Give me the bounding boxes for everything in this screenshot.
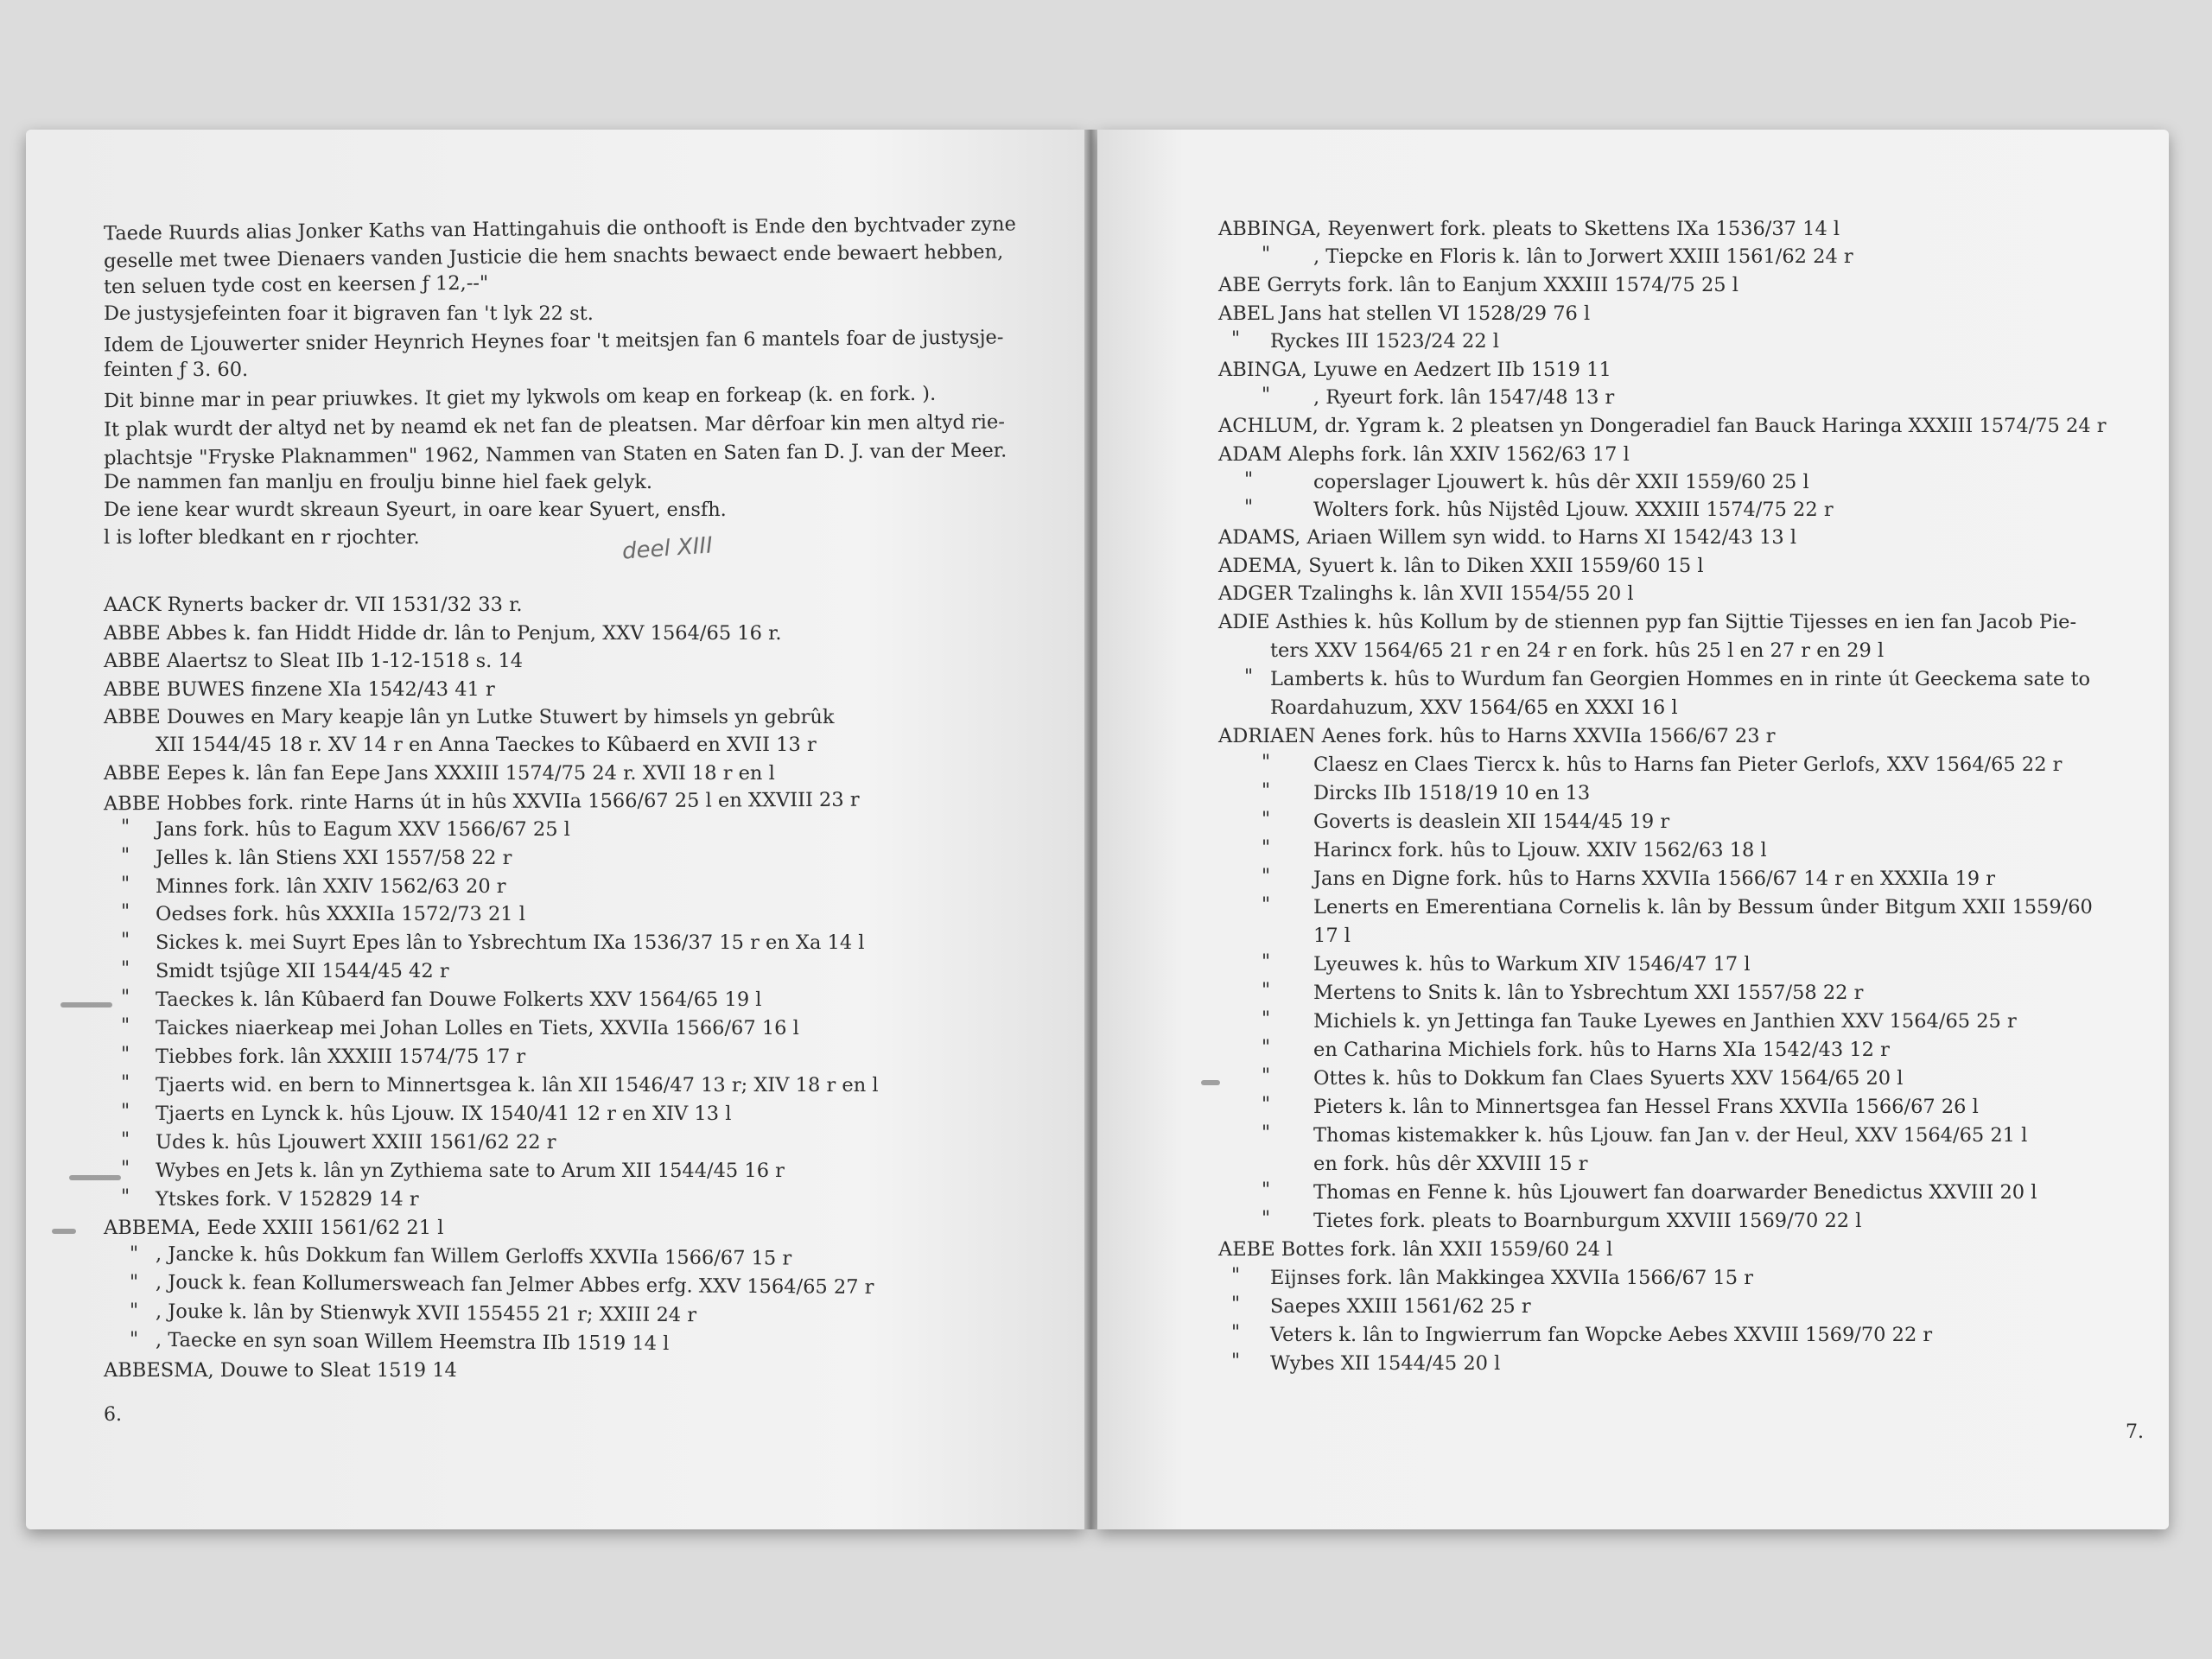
entry-line: Wybes en Jets k. lân yn Zythiema sate to Arum XII 1544/45 16 r [156,1160,785,1182]
entry-line: coperslager Ljouwert k. hûs dêr XXII 1559/60 25 l [1313,471,1809,493]
entry-line: en fork. hûs dêr XXVIII 15 r [1313,1153,1588,1175]
intro-line: l is lofter bledkant en r rjochter. [104,526,420,549]
ditto-mark: " [1262,951,1271,973]
entry-line: ABBE Alaertsz to Sleat IIb 1-12-1518 s. 14 [104,650,524,672]
ditto-mark: " [1262,980,1271,1001]
ditto-mark: " [121,930,130,951]
entry-line: Claesz en Claes Tiercx k. hûs to Harns fan Pieter Gerlofs, XXV 1564/65 22 r [1313,753,2063,776]
ditto-mark: " [130,1272,139,1294]
entry-line: Veters k. lân to Ingwierrum fan Wopcke Aebes XXVIII 1569/70 22 r [1270,1324,1933,1346]
intro-line: ten seluen tyde cost en keersen ƒ 12,--" [103,271,489,299]
intro-line: plachtsje "Fryske Plaknammen" 1962, Nammen van Staten en Saten fan D. J. van der Meer. [103,439,1007,470]
intro-line: De nammen fan manlju en froulju binne hiel faek gelyk. [104,471,653,493]
ditto-mark: " [1262,837,1271,859]
ditto-mark: " [1244,469,1254,491]
entry-line: Lamberts k. hûs to Wurdum fan Georgien Hommes en in rinte út Geeckema sate to [1270,668,2091,690]
entry-line: AEBE Bottes fork. lân XXII 1559/60 24 l [1218,1238,1613,1261]
ditto-mark: " [1262,780,1271,802]
entry-line: Jelles k. lân Stiens XXI 1557/58 22 r [156,847,512,869]
entry-line: , Jancke k. hûs Dokkum fan Willem Gerloffs XXVIIa 1566/67 15 r [155,1243,792,1270]
ditto-mark: " [130,1243,139,1265]
entry-line: Lenerts en Emerentiana Cornelis k. lân by Bessum ûnder Bitgum XXII 1559/60 [1313,896,2093,918]
pencil-mark [52,1229,76,1234]
ditto-mark: " [121,817,130,838]
ditto-mark: " [121,901,130,923]
entry-line: ABBE BUWES finzene XIa 1542/43 41 r [104,678,495,701]
intro-line: geselle met twee Dienaers vanden Justicie die hem snachts bewaect ende bewaert hebben, [103,240,1004,273]
entry-line: XII 1544/45 18 r. XV 14 r en Anna Taeckes to Kûbaerd en XVII 13 r [156,734,817,756]
ditto-mark: " [1231,1322,1241,1344]
entry-line: Dircks IIb 1518/19 10 en 13 [1313,782,1591,804]
ditto-mark: " [1262,894,1271,916]
entry-line: ADIE Asthies k. hûs Kollum by de stiennen pyp fan Sijttie Tijesses en ien fan Jacob Pie- [1218,611,2077,633]
entry-line: Jans en Digne fork. hûs to Harns XXVIIa 1566/67 14 r en XXXIIa 19 r [1313,868,1995,890]
page-number: 6. [104,1404,122,1426]
ditto-mark: " [1262,1037,1271,1058]
intro-line: De iene kear wurdt skreaun Syeurt, in oare kear Syuert, ensfh. [104,499,727,521]
entry-line: Tietes fork. pleats to Boarnburgum XXVIII 1569/70 22 l [1313,1210,1862,1232]
ditto-mark: " [121,874,130,895]
entry-line: Sickes k. mei Suyrt Epes lân to Ysbrechtum IXa 1536/37 15 r en Xa 14 l [156,931,865,954]
left-page [26,130,1084,1529]
entry-line: Michiels k. yn Jettinga fan Tauke Lyewes en Janthien XXV 1564/65 25 r [1313,1010,2017,1033]
ditto-mark: " [1262,1094,1271,1116]
entry-line: Ytskes fork. V 152829 14 r [156,1188,419,1211]
ditto-mark: " [1262,1122,1271,1144]
handwritten-note: deel XIII [621,532,714,565]
ditto-mark: " [1231,1351,1241,1372]
entry-line: ACHLUM, dr. Ygram k. 2 pleatsen yn Dongeradiel fan Bauck Haringa XXXIII 1574/75 24 r [1218,415,2107,437]
entry-line: Lyeuwes k. hûs to Warkum XIV 1546/47 17 l [1313,953,1751,976]
book-spine [1084,130,1097,1529]
entry-line: , Jouck k. fean Kollumersweach fan Jelmer Abbes erfg. XXV 1564/65 27 r [155,1271,874,1299]
ditto-mark: " [1262,752,1271,773]
entry-line: ters XXV 1564/65 21 r en 24 r en fork. hûs 25 l en 27 r en 29 l [1270,639,1885,662]
entry-line: ABBE Hobbes fork. rinte Harns út in hûs XXVIIa 1566/67 25 l en XXVIII 23 r [103,788,860,816]
ditto-mark: " [1262,1179,1271,1201]
ditto-mark: " [130,1329,139,1351]
right-page [1097,130,2169,1529]
entry-line: Tjaerts en Lynck k. hûs Ljouw. IX 1540/41 12 r en XIV 13 l [156,1103,732,1125]
pencil-mark [69,1175,121,1180]
entry-line: Goverts is deaslein XII 1544/45 19 r [1313,810,1670,833]
ditto-mark: " [1231,1294,1241,1315]
ditto-mark: " [121,1015,130,1037]
ditto-mark: " [1262,1008,1271,1030]
entry-line: AACK Rynerts backer dr. VII 1531/32 33 r. [104,594,523,616]
intro-line: Taede Ruurds alias Jonker Kaths van Hattingahuis die onthooft is Ende den bychtvader zyne [103,213,1016,245]
open-booklet [26,130,2169,1529]
entry-line: ADRIAEN Aenes fork. hûs to Harns XXVIIa 1566/67 23 r [1218,725,1776,747]
entry-line: ADEMA, Syuert k. lân to Diken XXII 1559/60 15 l [1218,555,1704,577]
entry-line: Taickes niaerkeap mei Johan Lolles en Tiets, XXVIIa 1566/67 16 l [156,1017,799,1039]
entry-line: ADGER Tzalinghs k. lân XVII 1554/55 20 l [1218,582,1634,605]
ditto-mark: " [121,1186,130,1208]
entry-line: Wybes XII 1544/45 20 l [1270,1352,1501,1375]
ditto-mark: " [121,1101,130,1122]
ditto-mark: " [121,845,130,867]
intro-line: Idem de Ljouwerter snider Heynrich Heynes foar 't meitsjen fan 6 mantels foar de justysje- [103,326,1004,357]
pencil-mark [60,1002,112,1007]
entry-line: en Catharina Michiels fork. hûs to Harns XIa 1542/43 12 r [1313,1039,1890,1061]
ditto-mark: " [1262,244,1271,265]
entry-line: ABINGA, Lyuwe en Aedzert IIb 1519 11 [1218,359,1611,381]
ditto-mark: " [1244,497,1254,518]
entry-line: , Tiepcke en Floris k. lân to Jorwert XXIII 1561/62 24 r [1313,245,1853,268]
ditto-mark: " [1262,809,1271,830]
entry-line: Roardahuzum, XXV 1564/65 en XXXI 16 l [1270,696,1678,719]
entry-line: Mertens to Snits k. lân to Ysbrechtum XXI 1557/58 22 r [1313,982,1864,1004]
entry-line: , Jouke k. lân by Stienwyk XVII 155455 21 r; XXIII 24 r [155,1300,697,1327]
ditto-mark: " [1262,1065,1271,1087]
ditto-mark: " [121,987,130,1008]
entry-line: ABBESMA, Douwe to Sleat 1519 14 [104,1359,457,1382]
ditto-mark: " [1262,385,1271,406]
entry-line: Wolters fork. hûs Nijstêd Ljouw. XXXIII 1574/75 22 r [1313,499,1834,521]
ditto-mark: " [1231,1265,1241,1287]
ditto-mark: " [121,958,130,980]
entry-line: ADAMS, Ariaen Willem syn widd. to Harns XI 1542/43 13 l [1218,526,1797,549]
entry-line: ABBE Douwes en Mary keapje lân yn Lutke Stuwert by himsels yn gebrûk [104,706,835,728]
entry-line: ABEL Jans hat stellen VI 1528/29 76 l [1218,302,1591,325]
entry-line: ABBE Eepes k. lân fan Eepe Jans XXXIII 1574/75 24 r. XVII 18 r en l [104,762,775,785]
entry-line: ABBINGA, Reyenwert fork. pleats to Skettens IXa 1536/37 14 l [1218,218,1840,240]
entry-line: Oedses fork. hûs XXXIIa 1572/73 21 l [156,903,525,925]
intro-line: feinten ƒ 3. 60. [104,359,249,381]
page-number: 7. [2126,1421,2144,1443]
pencil-mark [1201,1080,1220,1085]
entry-line: ABE Gerryts fork. lân to Eanjum XXXIII 1574/75 25 l [1218,274,1738,296]
entry-line: Tiebbes fork. lân XXXIII 1574/75 17 r [156,1046,526,1068]
entry-line: Tjaerts wid. en bern to Minnertsgea k. lân XII 1546/47 13 r; XIV 18 r en l [156,1074,879,1096]
ditto-mark: " [121,1044,130,1065]
ditto-mark: " [1244,666,1254,688]
ditto-mark: " [121,1072,130,1094]
entry-line: ABBE Abbes k. fan Hiddt Hidde dr. lân to Penjum, XXV 1564/65 16 r. [104,622,782,645]
entry-line: Minnes fork. lân XXIV 1562/63 20 r [156,875,506,898]
intro-line: It plak wurdt der altyd net by neamd ek net fan de pleatsen. Mar dêrfoar kin men altyd rie- [103,410,1005,442]
entry-line: Pieters k. lân to Minnertsgea fan Hessel Frans XXVIIa 1566/67 26 l [1313,1096,1979,1118]
ditto-mark: " [130,1300,139,1322]
ditto-mark: " [1262,1208,1271,1230]
entry-line: Eijnses fork. lân Makkingea XXVIIa 1566/67 15 r [1270,1267,1753,1289]
intro-line: De justysjefeinten foar it bigraven fan 't lyk 22 st. [104,302,594,325]
ditto-mark: " [1231,328,1241,350]
entry-line: Jans fork. hûs to Eagum XXV 1566/67 25 l [156,818,570,841]
entry-line: ADAM Alephs fork. lân XXIV 1562/63 17 l [1218,443,1630,466]
entry-line: , Ryeurt fork. lân 1547/48 13 r [1313,386,1615,409]
entry-line: Ryckes III 1523/24 22 l [1270,330,1499,353]
entry-line: Thomas en Fenne k. hûs Ljouwert fan doarwarder Benedictus XXVIII 20 l [1313,1181,2037,1204]
entry-line: Saepes XXIII 1561/62 25 r [1270,1295,1531,1318]
entry-line: Taeckes k. lân Kûbaerd fan Douwe Folkerts XXV 1564/65 19 l [156,988,762,1011]
entry-line: Thomas kistemakker k. hûs Ljouw. fan Jan v. der Heul, XXV 1564/65 21 l [1313,1124,2028,1147]
entry-line: Udes k. hûs Ljouwert XXIII 1561/62 22 r [156,1131,556,1154]
entry-line: , Taecke en syn soan Willem Heemstra IIb 1519 14 l [155,1328,670,1356]
ditto-mark: " [121,1129,130,1151]
entry-line: 17 l [1313,925,1351,947]
entry-line: Harincx fork. hûs to Ljouw. XXIV 1562/63 18 l [1313,839,1767,861]
entry-line: ABBEMA, Eede XXIII 1561/62 21 l [104,1217,444,1239]
ditto-mark: " [121,1158,130,1179]
entry-line: Ottes k. hûs to Dokkum fan Claes Syuerts XXV 1564/65 20 l [1313,1067,1904,1090]
ditto-mark: " [1262,866,1271,887]
intro-line: Dit binne mar in pear priuwkes. It giet my lykwols om keap en forkeap (k. en fork. ). [103,382,937,413]
entry-line: Smidt tsjûge XII 1544/45 42 r [156,960,449,982]
